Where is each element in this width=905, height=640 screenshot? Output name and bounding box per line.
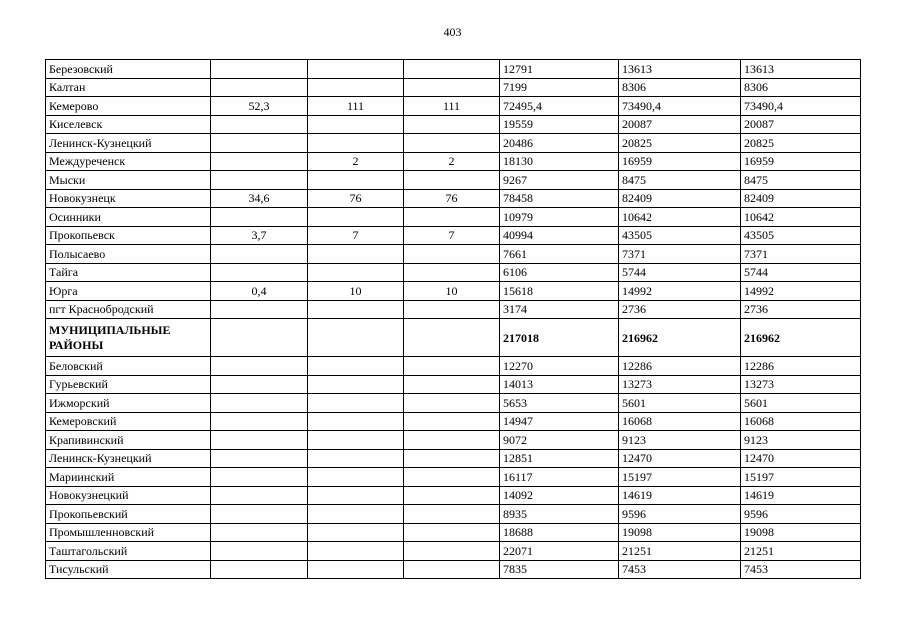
- col-6-value: 14619: [741, 486, 861, 505]
- col-3-value: [404, 60, 500, 79]
- table-row: [46, 115, 861, 134]
- row-name: Беловский: [46, 357, 211, 376]
- col-3-value: 111: [404, 97, 500, 116]
- row-name: Полысаево: [46, 245, 211, 264]
- col-6-value: 20825: [741, 134, 861, 153]
- table-row: [46, 357, 861, 376]
- col-3-value: [404, 245, 500, 264]
- col-1-value: [211, 523, 308, 542]
- col-2-value: 7: [308, 226, 404, 245]
- col-1-value: [211, 115, 308, 134]
- col-6-value: 19098: [741, 523, 861, 542]
- table-row: [46, 300, 861, 319]
- col-5-value: 9596: [619, 505, 741, 524]
- col-6-value: 82409: [741, 189, 861, 208]
- table-row: [46, 505, 861, 524]
- col-6-value: 5744: [741, 263, 861, 282]
- col-5-value: 15197: [619, 468, 741, 487]
- col-6-value: 5601: [741, 394, 861, 413]
- table-row-section: [46, 319, 861, 357]
- col-2-value: [308, 319, 404, 357]
- col-4-value: 217018: [500, 319, 619, 357]
- col-5-value: 10642: [619, 208, 741, 227]
- col-1-value: [211, 505, 308, 524]
- col-1-value: [211, 60, 308, 79]
- row-name: Ижморский: [46, 394, 211, 413]
- col-5-value: 20825: [619, 134, 741, 153]
- table-row: [46, 394, 861, 413]
- col-1-value: [211, 245, 308, 264]
- col-4-value: 14092: [500, 486, 619, 505]
- col-6-value: 43505: [741, 226, 861, 245]
- col-5-value: 13613: [619, 60, 741, 79]
- col-1-value: [211, 412, 308, 431]
- col-3-value: [404, 78, 500, 97]
- col-6-value: 15197: [741, 468, 861, 487]
- row-name: Крапивинский: [46, 431, 211, 450]
- col-6-value: 21251: [741, 542, 861, 561]
- table-row: [46, 449, 861, 468]
- col-5-value: 16068: [619, 412, 741, 431]
- col-1-value: [211, 357, 308, 376]
- col-3-value: [404, 357, 500, 376]
- col-3-value: [404, 375, 500, 394]
- col-2-value: 10: [308, 282, 404, 301]
- col-2-value: [308, 60, 404, 79]
- col-5-value: 16959: [619, 152, 741, 171]
- col-4-value: 14947: [500, 412, 619, 431]
- table-row: [46, 208, 861, 227]
- col-4-value: 7835: [500, 560, 619, 579]
- table-row: [46, 78, 861, 97]
- col-6-value: 13613: [741, 60, 861, 79]
- col-3-value: 7: [404, 226, 500, 245]
- col-4-value: 40994: [500, 226, 619, 245]
- col-4-value: 3174: [500, 300, 619, 319]
- table-row: [46, 134, 861, 153]
- col-1-value: 0,4: [211, 282, 308, 301]
- col-5-value: 13273: [619, 375, 741, 394]
- row-name: Березовский: [46, 60, 211, 79]
- col-1-value: [211, 152, 308, 171]
- row-name: Юрга: [46, 282, 211, 301]
- col-2-value: [308, 300, 404, 319]
- col-5-value: 21251: [619, 542, 741, 561]
- col-2-value: 111: [308, 97, 404, 116]
- table-row: [46, 189, 861, 208]
- row-name: Мыски: [46, 171, 211, 190]
- page-number: 403: [443, 25, 462, 39]
- col-5-value: 7371: [619, 245, 741, 264]
- col-5-value: 12286: [619, 357, 741, 376]
- table-row: [46, 560, 861, 579]
- row-name: Новокузнецкий: [46, 486, 211, 505]
- col-5-value: 73490,4: [619, 97, 741, 116]
- col-3-value: 10: [404, 282, 500, 301]
- col-6-value: 9596: [741, 505, 861, 524]
- col-3-value: [404, 263, 500, 282]
- col-6-value: 2736: [741, 300, 861, 319]
- col-3-value: [404, 431, 500, 450]
- col-2-value: [308, 171, 404, 190]
- col-2-value: [308, 357, 404, 376]
- col-6-value: 13273: [741, 375, 861, 394]
- row-name: Осинники: [46, 208, 211, 227]
- col-1-value: 3,7: [211, 226, 308, 245]
- col-1-value: [211, 300, 308, 319]
- row-name: Кемеровский: [46, 412, 211, 431]
- col-3-value: [404, 134, 500, 153]
- col-3-value: [404, 115, 500, 134]
- col-5-value: 5744: [619, 263, 741, 282]
- col-6-value: 7453: [741, 560, 861, 579]
- col-4-value: 10979: [500, 208, 619, 227]
- col-4-value: 12791: [500, 60, 619, 79]
- col-6-value: 10642: [741, 208, 861, 227]
- col-3-value: [404, 542, 500, 561]
- row-name: Таштагольский: [46, 542, 211, 561]
- col-5-value: 14619: [619, 486, 741, 505]
- budget-table: [45, 59, 861, 579]
- row-name: Кемерово: [46, 97, 211, 116]
- row-name: Калтан: [46, 78, 211, 97]
- table-row: [46, 486, 861, 505]
- row-name: Тайга: [46, 263, 211, 282]
- col-4-value: 15618: [500, 282, 619, 301]
- col-5-value: 82409: [619, 189, 741, 208]
- col-1-value: [211, 375, 308, 394]
- row-name: Прокопьевск: [46, 226, 211, 245]
- table-row: [46, 97, 861, 116]
- row-name: Мариинский: [46, 468, 211, 487]
- col-2-value: [308, 542, 404, 561]
- col-1-value: [211, 263, 308, 282]
- table-row: [46, 431, 861, 450]
- col-6-value: 14992: [741, 282, 861, 301]
- col-3-value: [404, 394, 500, 413]
- col-2-value: 76: [308, 189, 404, 208]
- col-2-value: [308, 263, 404, 282]
- col-1-value: [211, 542, 308, 561]
- col-6-value: 8475: [741, 171, 861, 190]
- col-4-value: 7661: [500, 245, 619, 264]
- col-1-value: 52,3: [211, 97, 308, 116]
- col-5-value: 216962: [619, 319, 741, 357]
- col-1-value: [211, 486, 308, 505]
- col-5-value: 9123: [619, 431, 741, 450]
- col-2-value: [308, 208, 404, 227]
- col-5-value: 43505: [619, 226, 741, 245]
- table-row: [46, 412, 861, 431]
- table-row: [46, 60, 861, 79]
- col-5-value: 7453: [619, 560, 741, 579]
- col-4-value: 9267: [500, 171, 619, 190]
- table-row: [46, 171, 861, 190]
- row-name: пгт Краснобродский: [46, 300, 211, 319]
- col-4-value: 22071: [500, 542, 619, 561]
- col-5-value: 8306: [619, 78, 741, 97]
- col-1-value: [211, 468, 308, 487]
- col-3-value: [404, 560, 500, 579]
- col-2-value: [308, 560, 404, 579]
- col-2-value: [308, 505, 404, 524]
- col-1-value: 34,6: [211, 189, 308, 208]
- col-1-value: [211, 171, 308, 190]
- col-1-value: [211, 134, 308, 153]
- table-row: [46, 468, 861, 487]
- col-4-value: 16117: [500, 468, 619, 487]
- col-3-value: [404, 171, 500, 190]
- col-3-value: [404, 468, 500, 487]
- row-name: Гурьевский: [46, 375, 211, 394]
- col-6-value: 73490,4: [741, 97, 861, 116]
- col-4-value: 6106: [500, 263, 619, 282]
- col-4-value: 12270: [500, 357, 619, 376]
- col-6-value: 16959: [741, 152, 861, 171]
- table-row: [46, 152, 861, 171]
- col-2-value: [308, 468, 404, 487]
- table-row: [46, 245, 861, 264]
- col-4-value: 8935: [500, 505, 619, 524]
- col-1-value: [211, 431, 308, 450]
- table-row: [46, 226, 861, 245]
- table-row: [46, 282, 861, 301]
- col-1-value: [211, 208, 308, 227]
- row-name: Новокузнецк: [46, 189, 211, 208]
- col-5-value: 5601: [619, 394, 741, 413]
- col-2-value: [308, 115, 404, 134]
- row-name: Прокопьевский: [46, 505, 211, 524]
- col-3-value: [404, 449, 500, 468]
- col-3-value: [404, 412, 500, 431]
- col-4-value: 18130: [500, 152, 619, 171]
- col-2-value: [308, 486, 404, 505]
- col-6-value: 12286: [741, 357, 861, 376]
- row-name: Ленинск-Кузнецкий: [46, 449, 211, 468]
- col-4-value: 18688: [500, 523, 619, 542]
- col-2-value: [308, 431, 404, 450]
- row-name: Ленинск-Кузнецкий: [46, 134, 211, 153]
- row-name: Тисульский: [46, 560, 211, 579]
- col-3-value: [404, 505, 500, 524]
- row-name: Промышленновский: [46, 523, 211, 542]
- table-row: [46, 375, 861, 394]
- col-2-value: [308, 78, 404, 97]
- col-5-value: 12470: [619, 449, 741, 468]
- col-2-value: [308, 449, 404, 468]
- col-6-value: 216962: [741, 319, 861, 357]
- col-6-value: 7371: [741, 245, 861, 264]
- col-4-value: 78458: [500, 189, 619, 208]
- col-2-value: [308, 412, 404, 431]
- col-3-value: [404, 300, 500, 319]
- col-3-value: 76: [404, 189, 500, 208]
- col-2-value: [308, 134, 404, 153]
- col-3-value: 2: [404, 152, 500, 171]
- col-6-value: 20087: [741, 115, 861, 134]
- col-1-value: [211, 560, 308, 579]
- col-4-value: 12851: [500, 449, 619, 468]
- col-2-value: [308, 523, 404, 542]
- col-6-value: 16068: [741, 412, 861, 431]
- col-3-value: [404, 319, 500, 357]
- col-5-value: 19098: [619, 523, 741, 542]
- col-2-value: [308, 375, 404, 394]
- table-body: [46, 60, 861, 579]
- col-2-value: [308, 245, 404, 264]
- col-4-value: 72495,4: [500, 97, 619, 116]
- col-1-value: [211, 394, 308, 413]
- col-4-value: 14013: [500, 375, 619, 394]
- col-1-value: [211, 449, 308, 468]
- col-2-value: [308, 394, 404, 413]
- col-1-value: [211, 78, 308, 97]
- col-4-value: 20486: [500, 134, 619, 153]
- row-name: Междуреченск: [46, 152, 211, 171]
- col-5-value: 14992: [619, 282, 741, 301]
- col-3-value: [404, 208, 500, 227]
- col-3-value: [404, 486, 500, 505]
- col-1-value: [211, 319, 308, 357]
- col-4-value: 9072: [500, 431, 619, 450]
- col-6-value: 8306: [741, 78, 861, 97]
- col-5-value: 8475: [619, 171, 741, 190]
- row-name: МУНИЦИПАЛЬНЫЕ РАЙОНЫ: [46, 319, 211, 357]
- col-4-value: 19559: [500, 115, 619, 134]
- col-6-value: 9123: [741, 431, 861, 450]
- col-2-value: 2: [308, 152, 404, 171]
- row-name: Киселевск: [46, 115, 211, 134]
- col-4-value: 5653: [500, 394, 619, 413]
- col-6-value: 12470: [741, 449, 861, 468]
- col-5-value: 20087: [619, 115, 741, 134]
- table-row: [46, 542, 861, 561]
- table-row: [46, 523, 861, 542]
- col-4-value: 7199: [500, 78, 619, 97]
- col-5-value: 2736: [619, 300, 741, 319]
- table-row: [46, 263, 861, 282]
- col-3-value: [404, 523, 500, 542]
